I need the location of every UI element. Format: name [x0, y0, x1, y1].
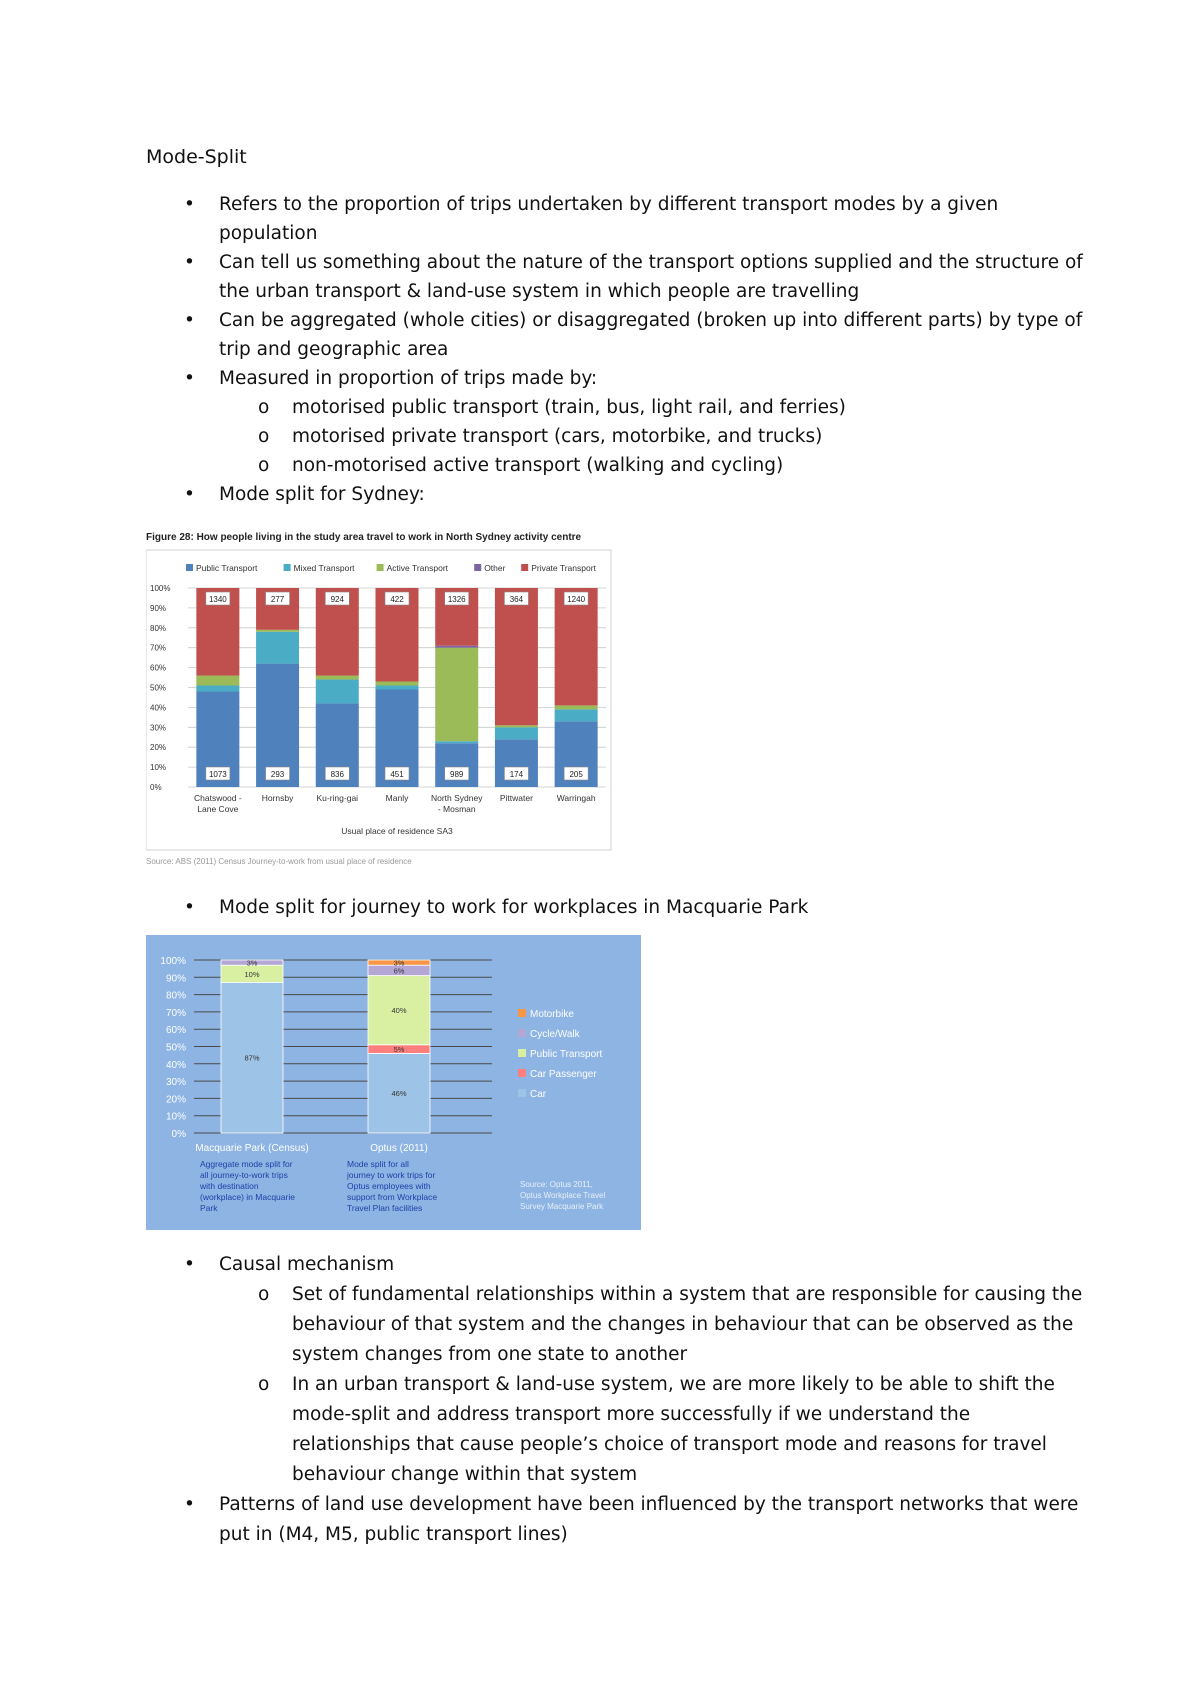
data-label: 205 [569, 770, 583, 779]
bullet-icon: • [184, 368, 195, 389]
bar-segment [495, 727, 538, 739]
x-tick-label: Lane Cove [197, 804, 239, 814]
x-tick-label: Pittwater [499, 793, 533, 803]
legend-label: Public Transport [530, 1049, 603, 1060]
circle-bullet-icon: o [258, 1284, 270, 1305]
y-tick-label: 10% [165, 1111, 186, 1123]
data-label: 836 [330, 770, 344, 779]
chart-note: Travel Plan facilities [347, 1203, 423, 1213]
y-tick-label: 100% [160, 956, 186, 967]
data-label: 924 [330, 595, 344, 604]
legend-label: Private Transport [531, 563, 596, 573]
bullet-icon: • [184, 252, 195, 273]
y-tick-label: 20% [150, 743, 167, 753]
x-tick-label: Hornsby [261, 793, 294, 803]
legend-label: Mixed Transport [293, 563, 355, 573]
legend-swatch [518, 1089, 526, 1097]
data-label: 40% [391, 1006, 407, 1016]
sub-item-text: motorised private transport (cars, motorbike, and trucks) [292, 426, 823, 447]
bullet-macquarie [146, 893, 1086, 922]
bar-segment [435, 646, 478, 648]
bar-segment [196, 676, 239, 686]
y-tick-label: 70% [165, 1007, 186, 1019]
data-label: 277 [270, 595, 285, 604]
x-tick-label: North Sydney [430, 793, 483, 803]
macquarie-mode-split-chart [146, 935, 641, 1230]
x-tick-label: Manly [385, 793, 409, 803]
legend-label: Car Passenger [530, 1069, 597, 1080]
bar-segment [555, 705, 598, 709]
y-tick-label: 50% [165, 1042, 186, 1054]
chart-title: Figure 28: How people living in the study area travel to work in North Sydney activity centre [146, 532, 582, 543]
data-label: 1340 [208, 595, 227, 604]
x-axis-label: Usual place of residence SA3 [341, 826, 453, 836]
bullet-list-bottom [146, 1250, 1086, 1550]
bar-segment [376, 682, 419, 686]
data-label: 989 [450, 770, 464, 779]
y-tick-label: 20% [165, 1094, 186, 1106]
x-tick-label: Macquarie Park (Census) [195, 1143, 309, 1154]
chart-source: Source: Optus 2011, [520, 1180, 593, 1189]
chart-note: Optus employees with [347, 1181, 431, 1191]
data-label: 293 [270, 770, 285, 779]
legend-swatch [518, 1069, 526, 1077]
list-item-text: Can be aggregated (whole cities) or disaggregated (broken up into different parts) by type of trip and geographic area [219, 310, 1083, 360]
sub-list-item [146, 393, 1086, 422]
y-tick-label: 10% [150, 763, 167, 773]
bar-segment [316, 680, 359, 704]
bar-segment [555, 588, 598, 705]
chart-source: Optus Workplace Travel [520, 1191, 606, 1200]
data-label: 1326 [447, 595, 466, 604]
list-item [146, 1250, 1086, 1280]
legend-swatch [518, 1049, 526, 1057]
sub-item-text: non-motorised active transport (walking and cycling) [292, 455, 784, 476]
y-tick-label: 70% [150, 643, 167, 653]
y-tick-label: 0% [150, 783, 162, 792]
data-label: 1240 [567, 595, 586, 604]
chart-note: Aggregate mode split for [200, 1159, 293, 1169]
bar-segment [256, 632, 299, 664]
legend-label: Cycle/Walk [530, 1029, 580, 1040]
bar-segment [495, 588, 538, 725]
sub-list-item [146, 451, 1086, 480]
sub-list-item [146, 422, 1086, 451]
legend-swatch [284, 564, 291, 571]
macquarie-chart-svg [146, 935, 641, 1230]
legend-swatch [186, 564, 193, 571]
bar-segment [196, 686, 239, 692]
list-item-text: Can tell us something about the nature of the transport options supplied and the structure of the urban transport & land-use system in which people are travelling [219, 252, 1083, 302]
chart-source: Survey Macquarie Park [520, 1202, 604, 1211]
chart-note: all journey-to-work trips [200, 1170, 288, 1180]
data-label: 3% [393, 958, 405, 968]
list-item-text: Causal mechanism [219, 1254, 395, 1275]
data-label: 6% [393, 966, 405, 976]
legend-swatch [474, 564, 481, 571]
y-tick-label: 100% [150, 584, 171, 593]
sub-item-text: In an urban transport & land-use system, we are more likely to be able to shift the mode-split and address transport more successfully if we understand the relationships that cause people’s choice of transport mode and reasons for travel behaviour change within that system [292, 1374, 1055, 1485]
bar-segment [435, 648, 478, 742]
y-tick-label: 90% [165, 973, 186, 985]
bar-segment [495, 725, 538, 727]
list-item [146, 248, 1086, 306]
data-label: 10% [244, 969, 260, 979]
bullet-icon: • [184, 1494, 195, 1515]
data-label: 3% [246, 958, 258, 968]
y-tick-label: 90% [150, 603, 167, 613]
bar-segment [256, 630, 299, 632]
bar-segment [376, 686, 419, 690]
bar-segment [435, 741, 478, 743]
legend-label: Other [484, 563, 506, 573]
legend-swatch [521, 564, 528, 571]
sub-item-text: Set of fundamental relationships within a system that are responsible for causing the behaviour of that system and the changes in behaviour that can be observed as the system changes from one state to another [292, 1284, 1083, 1365]
bullet-icon: • [184, 1254, 195, 1275]
bar-segment [555, 709, 598, 721]
x-tick-label: Warringah [556, 793, 596, 803]
circle-bullet-icon: o [258, 1374, 270, 1395]
chart-note: (workplace) in Macquarie [200, 1192, 295, 1202]
list-item-text: Mode split for journey to work for workplaces in Macquarie Park [219, 897, 809, 918]
bullet-icon: • [184, 484, 195, 505]
list-item [146, 1490, 1086, 1550]
circle-bullet-icon: o [258, 426, 270, 447]
circle-bullet-icon: o [258, 455, 270, 476]
legend-swatch [518, 1009, 526, 1017]
chart-note: journey to work trips for [347, 1170, 436, 1180]
bullet-icon: • [184, 897, 195, 918]
data-label: 46% [391, 1089, 407, 1099]
sub-list-item [146, 1280, 1086, 1370]
data-label: 364 [509, 595, 524, 604]
y-tick-label: 80% [150, 623, 167, 633]
list-item-text: Refers to the proportion of trips undertaken by different transport modes by a given population [219, 194, 999, 244]
chart-source: Source: ABS (2011) Census Journey-to-work from usual place of residence [146, 857, 412, 866]
bar-segment [435, 743, 478, 787]
y-tick-label: 30% [165, 1077, 186, 1089]
legend-swatch [377, 564, 384, 571]
bullet-list-top [146, 190, 1086, 509]
chart-note: Park [200, 1203, 218, 1213]
x-tick-label: Chatswood - [193, 793, 242, 803]
data-label: 174 [509, 770, 524, 779]
y-tick-label: 80% [165, 990, 186, 1002]
legend-label: Car [530, 1089, 547, 1100]
legend-label: Motorbike [530, 1009, 574, 1020]
x-tick-label: - Mosman [437, 804, 476, 814]
data-label: 5% [393, 1045, 405, 1055]
y-tick-label: 30% [150, 723, 167, 733]
sydney-mode-split-chart [146, 528, 626, 878]
list-item [146, 893, 1086, 922]
list-item-text: Measured in proportion of trips made by: [219, 368, 598, 389]
list-item [146, 364, 1086, 393]
chart-note: Mode split for all [347, 1159, 409, 1169]
bullet-icon: • [184, 310, 195, 331]
y-tick-label: 60% [150, 663, 167, 673]
chart-note: with destination [200, 1181, 259, 1191]
y-tick-label: 40% [150, 703, 167, 713]
sub-list-item [146, 1370, 1086, 1490]
data-label: 1073 [208, 770, 227, 779]
list-item [146, 190, 1086, 248]
list-item [146, 306, 1086, 364]
y-tick-label: 0% [171, 1129, 186, 1140]
sydney-chart-svg [146, 528, 626, 878]
list-item-text: Mode split for Sydney: [219, 484, 425, 505]
circle-bullet-icon: o [258, 397, 270, 418]
data-label: 87% [244, 1053, 260, 1063]
bullet-icon: • [184, 194, 195, 215]
y-tick-label: 60% [165, 1025, 186, 1037]
legend-label: Active Transport [386, 563, 449, 573]
list-item [146, 480, 1086, 509]
legend-label: Public Transport [196, 563, 258, 573]
chart-note: support from Workplace [347, 1192, 438, 1202]
y-tick-label: 40% [165, 1059, 186, 1071]
legend-swatch [518, 1029, 526, 1037]
y-tick-label: 50% [150, 683, 167, 693]
page-title: Mode-Split [146, 146, 247, 168]
data-label: 422 [390, 595, 404, 604]
data-label: 451 [390, 770, 404, 779]
sub-item-text: motorised public transport (train, bus, light rail, and ferries) [292, 397, 846, 418]
bar-segment [316, 676, 359, 680]
x-tick-label: Ku-ring-gai [316, 793, 359, 803]
list-item-text: Patterns of land use development have been influenced by the transport networks that were put in (M4, M5, public transport lines) [219, 1494, 1079, 1545]
x-tick-label: Optus (2011) [370, 1143, 428, 1154]
